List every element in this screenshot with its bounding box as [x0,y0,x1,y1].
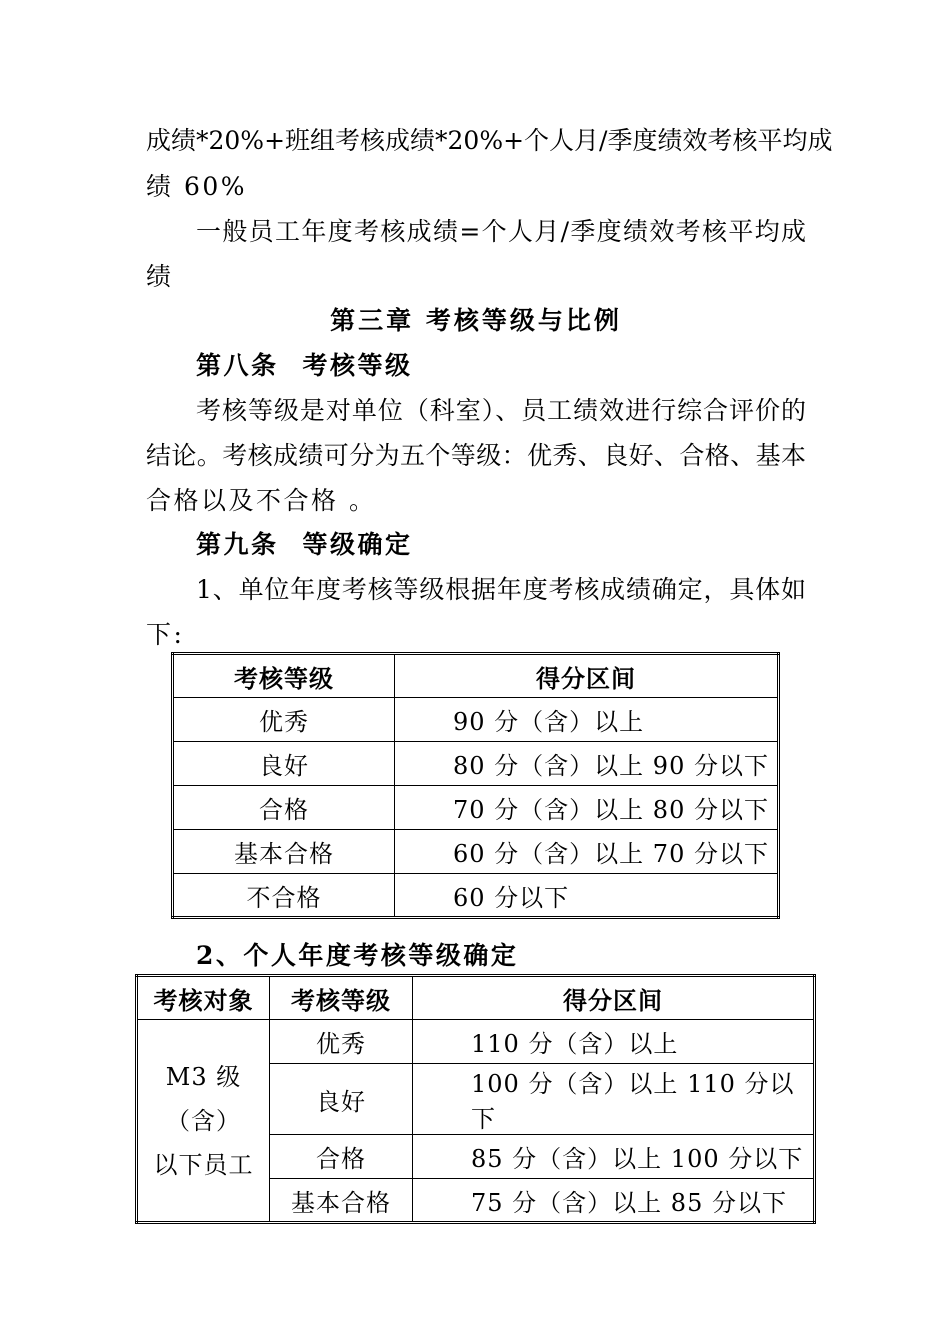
score-range-cell: 60 分以下 [395,874,779,918]
table-header-cell: 考核对象 [137,976,270,1020]
score-range-cell: 60 分（含）以上 70 分以下 [395,830,779,874]
grade-cell: 基本合格 [270,1179,413,1223]
body-text-line: 一般员工年度考核成绩=个人月/季度绩效考核平均成 [196,217,806,246]
score-range-cell: 110 分（含）以上 [413,1020,815,1064]
article-number: 第九条 [196,530,279,559]
body-text-line: 合格以及不合格 。 [146,486,377,515]
table-row [173,742,779,786]
score-range-cell: 90 分（含）以上 [395,698,779,742]
table-row [173,698,779,742]
grade-cell: 基本合格 [173,830,395,874]
section-subheading: 2、个人年度考核等级确定 [196,941,519,970]
body-text-line: 绩 [146,262,174,291]
article-number: 第八条 [196,351,279,380]
table-header-cell: 得分区间 [413,976,815,1020]
table-header-cell: 考核等级 [173,654,395,698]
employee-group-line: 以下员工 [153,1150,254,1179]
body-text-line: 绩 60% [146,172,248,201]
table-header-row [173,654,779,698]
table-header-cell: 考核等级 [270,976,413,1020]
body-text-line: 1、单位年度考核等级根据年度考核成绩确定，具体如 [196,575,806,604]
article-title: 考核等级 [302,351,413,380]
table-row [173,786,779,830]
article-title: 等级确定 [302,530,413,559]
grade-cell: 良好 [270,1064,413,1135]
article-8-heading [196,351,806,381]
body-text-line: 结论。考核成绩可分为五个等级：优秀、良好、合格、基本 [146,441,806,470]
table-row [173,874,779,918]
score-range-cell: 70 分（含）以上 80 分以下 [395,786,779,830]
score-range-cell: 80 分（含）以上 90 分以下 [395,742,779,786]
employee-group-cell [137,1020,270,1223]
table-row [137,1020,815,1064]
body-text-line: 下: [146,620,185,649]
grade-cell: 良好 [173,742,395,786]
table-row [173,830,779,874]
individual-grade-table [135,974,816,1224]
grade-cell: 优秀 [173,698,395,742]
body-text-line: 成绩*20%+班组考核成绩*20%+个人月/季度绩效考核平均成 [146,126,833,155]
grade-cell: 合格 [173,786,395,830]
grade-cell: 合格 [270,1135,413,1179]
grade-cell: 不合格 [173,874,395,918]
unit-grade-table [171,652,780,919]
score-range-cell: 100 分（含）以上 110 分以下 [413,1064,815,1135]
employee-group-line: M3 级（含） [165,1062,242,1135]
grade-cell: 优秀 [270,1020,413,1064]
score-range-cell: 85 分（含）以上 100 分以下 [413,1135,815,1179]
chapter-title: 第三章 考核等级与比例 [330,306,622,335]
table-header-cell: 得分区间 [395,654,779,698]
table-header-row [137,976,815,1020]
score-range-cell: 75 分（含）以上 85 分以下 [413,1179,815,1223]
article-9-heading [196,530,806,560]
body-text-line: 考核等级是对单位（科室）、员工绩效进行综合评价的 [196,396,806,425]
